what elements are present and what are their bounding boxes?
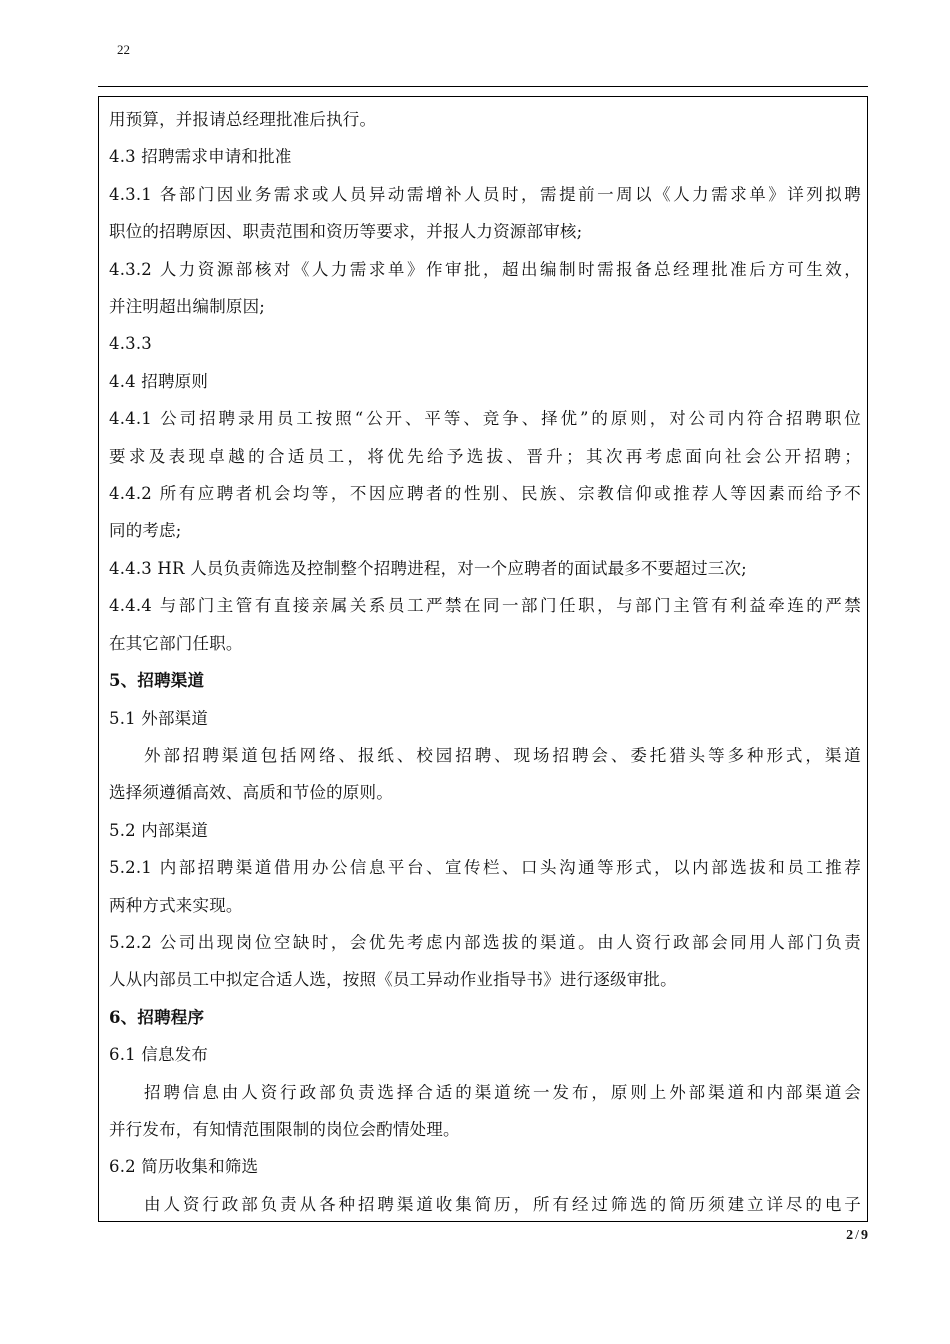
section-heading-6-2: 6.2 简历收集和筛选 [109,1157,259,1177]
paragraph-line: 用预算，并报请总经理批准后执行。 [109,110,377,129]
paragraph-line: 职位的招聘原因、职责范围和资历等要求，并报人力资源部审核; [109,222,583,242]
paragraph-line: 外部招聘渠道包括网络、报纸、校园招聘、现场招聘会、委托猎头等多种形式，渠道 [144,745,861,765]
paragraph-line: 4.3.1 各部门因业务需求或人员异动需增补人员时，需提前一周以《人力需求单》详列拟聘 [109,184,861,204]
paragraph-line: 两种方式来实现。 [109,895,243,915]
chapter-heading-5: 5、招聘渠道 [109,671,205,691]
section-heading-4-3: 4.3 招聘需求申请和批准 [109,147,292,167]
paragraph-line: 并行发布，有知情范围限制的岗位会酌情处理。 [109,1119,460,1139]
paragraph-line: 由人资行政部负责从各种招聘渠道收集简历，所有经过筛选的简历须建立详尽的电子 [144,1194,861,1214]
page-number [846,1228,868,1244]
paragraph-line: 4.4.2 所有应聘者机会均等，不因应聘者的性别、民族、宗教信仰或推荐人等因素而给予不 [109,484,861,504]
paragraph-line: 招聘信息由人资行政部负责选择合适的渠道统一发布，原则上外部渠道和内部渠道会 [144,1082,861,1102]
document-body [109,101,861,1222]
paragraph-line: 4.3.2 人力资源部核对《人力需求单》作审批，超出编制时需报备总经理批准后方可生效， [109,259,861,279]
paragraph-line: 4.4.4 与部门主管有直接亲属关系员工严禁在同一部门任职，与部门主管有利益牵连的严禁 [109,596,861,616]
header-divider [98,86,868,87]
paragraph-line: 同的考虑; [109,521,182,541]
paragraph-line: 4.3.3 [109,334,152,354]
section-heading-6-1: 6.1 信息发布 [109,1045,209,1065]
total-pages-number: 9 [861,1228,868,1243]
paragraph-line: 并注明超出编制原因; [109,297,266,317]
section-heading-4-4: 4.4 招聘原则 [109,371,209,391]
section-heading-5-1: 5.1 外部渠道 [109,708,209,728]
section-heading-5-2: 5.2 内部渠道 [109,820,209,840]
header-page-code: 22 [117,42,130,57]
paragraph-line: 4.4.3 HR 人员负责筛选及控制整个招聘进程，对一个应聘者的面试最多不要超过三次; [109,558,747,578]
paragraph-line: 4.4.1 公司招聘录用员工按照“公开、平等、竞争、择优”的原则，对公司内符合招聘职位 [109,409,861,429]
paragraph-line: 5.2.2 公司出现岗位空缺时，会优先考虑内部选拔的渠道。由人资行政部会同用人部门负责 [109,932,861,952]
paragraph-line: 要求及表现卓越的合适员工，将优先给予选拔、晋升；其次再考虑面向社会公开招聘； [109,446,861,466]
page-separator: / [855,1228,859,1243]
paragraph-line: 人从内部员工中拟定合适人选，按照《员工异动作业指导书》进行逐级审批。 [109,970,677,990]
document-body-frame [98,96,868,1222]
paragraph-line: 在其它部门任职。 [109,633,243,653]
current-page-number: 2 [846,1228,854,1243]
paragraph-line: 选择须遵循高效、高质和节俭的原则。 [109,783,393,803]
paragraph-line: 5.2.1 内部招聘渠道借用办公信息平台、宣传栏、口头沟通等形式，以内部选拔和员工推荐 [109,858,861,878]
chapter-heading-6: 6、招聘程序 [109,1007,205,1027]
